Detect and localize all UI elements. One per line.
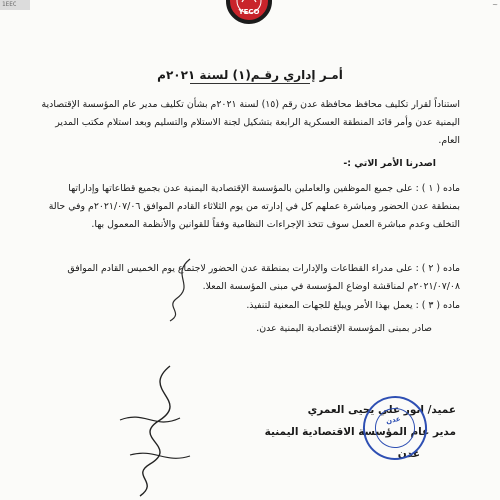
signatory-name: عميد/ انور علي يحيى العمري — [307, 404, 456, 416]
yeco-logo — [226, 0, 272, 24]
article-1: ماده ( ١ ) : على جميع الموظفين والعاملين بالمؤسسة الإقتصادية اليمنية عدن بجميع قطاعاتها وإداراتها بمنطقة عدن الحضور ومباشرة عملهم كل في إدارته من يوم الثلاثاء القادم الموافق ٢٠٢١/٠٧/٠٦م وفي حالة التخلف وعدم مباشرة العمل سوف تتخذ الإجراءات النظامية وفقاً للقوانين والأنظمة المعمول بها. — [48, 183, 460, 230]
ordered-heading: اصدرنا الأمر الاتي :- — [343, 158, 436, 169]
corner-mark-right: ~ — [492, 1, 498, 9]
intro-paragraph: استناداً لقرار تكليف محافظ محافظة عدن رقم (١٥) لسنة ٢٠٢١م بشأن تكليف مدير عام المؤسسة الإقتصادية اليمنية عدن وأمر قائد المنطقة العسكرية الرابعة بتشكيل لجنة الاستلام والتسليم وبعد استلام مكتب المدير العام. — [41, 99, 460, 146]
handwritten-signature-icon — [100, 360, 210, 500]
article-2: ماده ( ٢ ) : على مدراء القطاعات والإدارات بمنطقة عدن الحضور لاجتماع يوم الخميس القادم الموافق ٢٠٢١/٠٧/٠٨م لمناقشة اوضاع المؤسسة في مبنى المؤسسة المعلا. — [67, 263, 460, 292]
margin-scribble-icon — [160, 255, 200, 325]
corner-mark-left: 1EEC — [0, 0, 30, 10]
article-3: ماده ( ٣ ) : يعمل بهذا الأمر ويبلغ للجهات المعنية لتنفيذ. — [246, 300, 460, 311]
title-underline — [190, 83, 310, 84]
closing-line: صادر بمبنى المؤسسة الإقتصادية اليمنية عدن. — [256, 323, 432, 334]
signatory-position: مدير عام المؤسسة الاقتصادية اليمنية — [264, 426, 456, 438]
stamp-text: عدن — [385, 414, 402, 426]
logo-text: YECO — [238, 8, 260, 16]
signatory-city: عدن — [397, 448, 420, 460]
document-title: أمـر إداري رقـم(١) لسنة ٢٠٢١م — [157, 68, 343, 82]
